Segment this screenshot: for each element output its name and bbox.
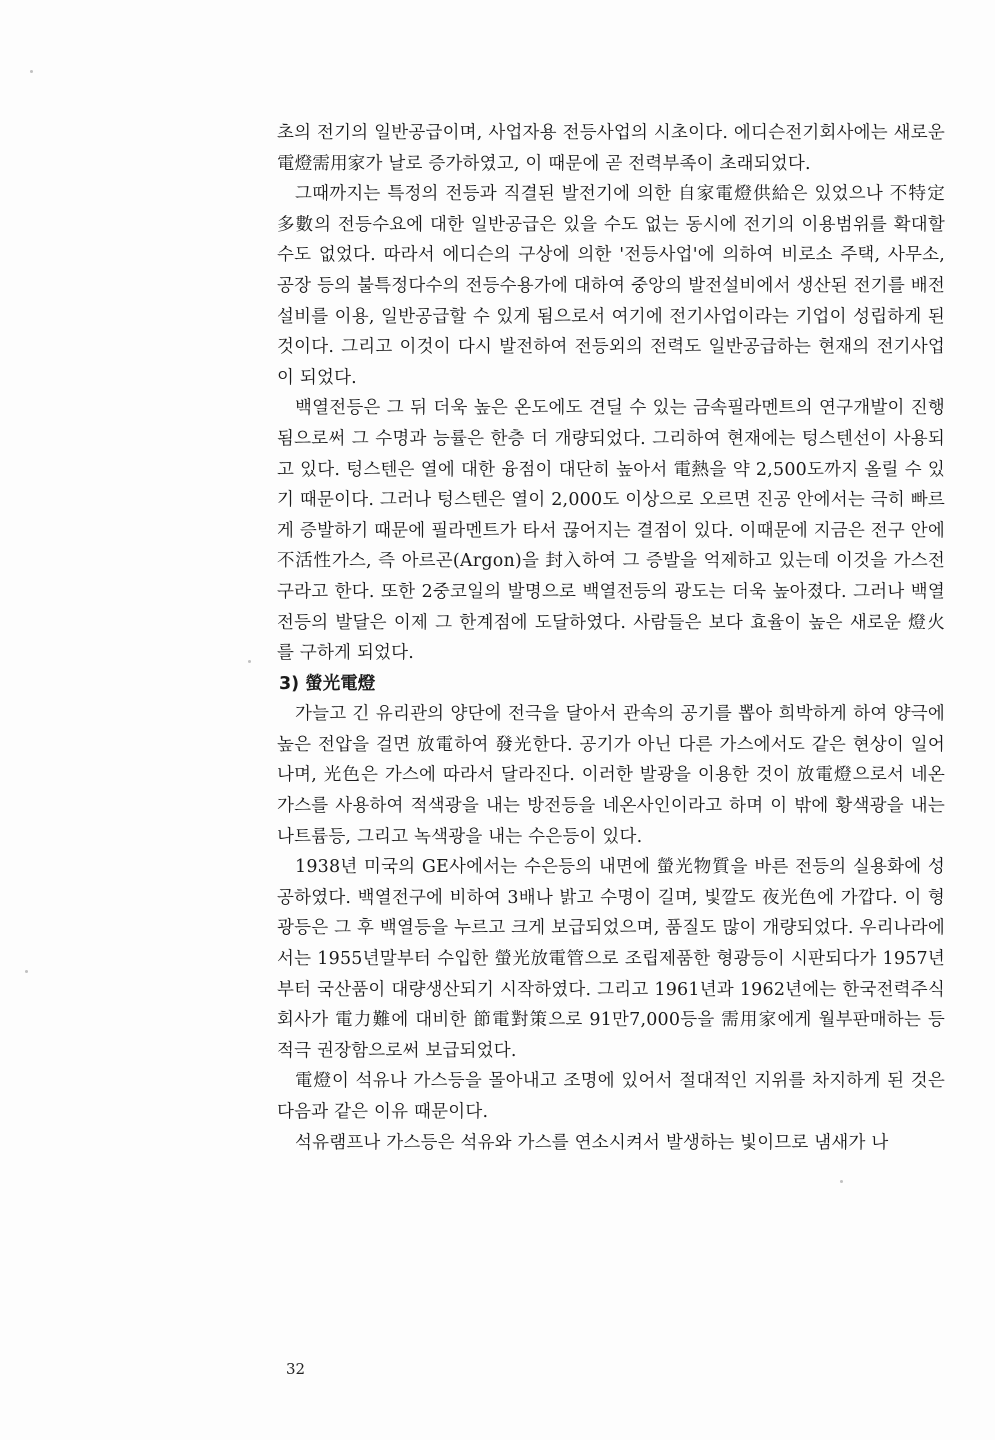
paragraph-6: 電燈이 석유나 가스등을 몰아내고 조명에 있어서 절대적인 지위를 차지하게 된 것은 다음과 같은 이유 때문이다. xyxy=(277,1071,945,1122)
body-text xyxy=(277,118,945,1158)
paragraph-1: 초의 전기의 일반공급이며, 사업자용 전등사업의 시초이다. 에디슨전기회사에는 새로운 電燈需用家가 날로 증가하였고, 이 때문에 곧 전력부족이 초래되었다. xyxy=(277,123,945,174)
scan-speck xyxy=(840,1180,843,1183)
paragraph-4: 가늘고 긴 유리관의 양단에 전극을 달아서 관속의 공기를 뽑아 희박하게 하여 양극에 높은 전압을 걸면 放電하여 發光한다. 공기가 아닌 다른 가스에서도 같은 현상이 일어나며, 光色은 가스에 따라서 달라진다. 이러한 발광을 이용한 것이 放電燈으로서 네온가스를 사용하여 적색광을 내는 방전등을 네온사인이라고 하며 이 밖에 황색광을 내는 나트륨등, 그리고 녹색광을 내는 수은등이 있다. xyxy=(277,704,945,847)
scan-speck xyxy=(25,970,28,973)
paragraph-3: 백열전등은 그 뒤 더욱 높은 온도에도 견딜 수 있는 금속필라멘트의 연구개발이 진행됨으로써 그 수명과 능률은 한층 더 개량되었다. 그리하여 현재에는 텅스텐선이 사용되고 있다. 텅스텐은 열에 대한 융점이 대단히 높아서 電熱을 약 2,500도까지 올릴 수 있기 때문이다. 그러나 텅스텐은 열이 2,000도 이상으로 오르면 진공 안에서는 극히 빠르게 증발하기 때문에 필라멘트가 타서 끊어지는 결점이 있다. 이때문에 지금은 전구 안에 不活性가스, 즉 아르곤(Argon)을 封入하여 그 증발을 억제하고 있는데 이것을 가스전구라고 한다. 또한 2중코일의 발명으로 백열전등의 광도는 더욱 높아졌다. 그러나 백열전등의 발달은 이제 그 한계점에 도달하였다. 사람들은 보다 효율이 높은 새로운 燈火를 구하게 되었다. xyxy=(277,398,945,664)
scan-speck xyxy=(248,660,251,663)
paragraph-2: 그때까지는 특정의 전등과 직결된 발전기에 의한 自家電燈供給은 있었으나 不特定多數의 전등수요에 대한 일반공급은 있을 수도 없는 동시에 전기의 이용범위를 확대할 수도 없었다. 따라서 에디슨의 구상에 의한 '전등사업'에 의하여 비로소 주택, 사무소, 공장 등의 불특정다수의 전등수용가에 대하여 중앙의 발전설비에서 생산된 전기를 배전설비를 이용, 일반공급할 수 있게 됨으로서 여기에 전기사업이라는 기업이 성립하게 된 것이다. 그리고 이것이 다시 발전하여 전등외의 전력도 일반공급하는 현재의 전기사업이 되었다. xyxy=(277,184,945,388)
scan-speck xyxy=(30,70,33,73)
section-heading: 3) 螢光電燈 xyxy=(279,673,376,694)
paragraph-7: 석유램프나 가스등은 석유와 가스를 연소시켜서 발생하는 빛이므로 냄새가 나 xyxy=(295,1132,889,1153)
page-number: 32 xyxy=(286,1360,306,1378)
paragraph-5: 1938년 미국의 GE사에서는 수은등의 내면에 螢光物質을 바른 전등의 실용화에 성공하였다. 백열전구에 비하여 3배나 밝고 수명이 길며, 빛깔도 夜光色에 가깝다. 이 형광등은 그 후 백열등을 누르고 크게 보급되었으며, 품질도 많이 개량되었다. 우리나라에서는 1955년말부터 수입한 螢光放電管으로 조립제품한 형광등이 시판되다가 1957년부터 국산품이 대량생산되기 시작하였다. 그리고 1961년과 1962년에는 한국전력주식회사가 電力難에 대비한 節電對策으로 91만7,000등을 需用家에게 월부판매하는 등 적극 권장함으로써 보급되었다. xyxy=(277,857,945,1061)
